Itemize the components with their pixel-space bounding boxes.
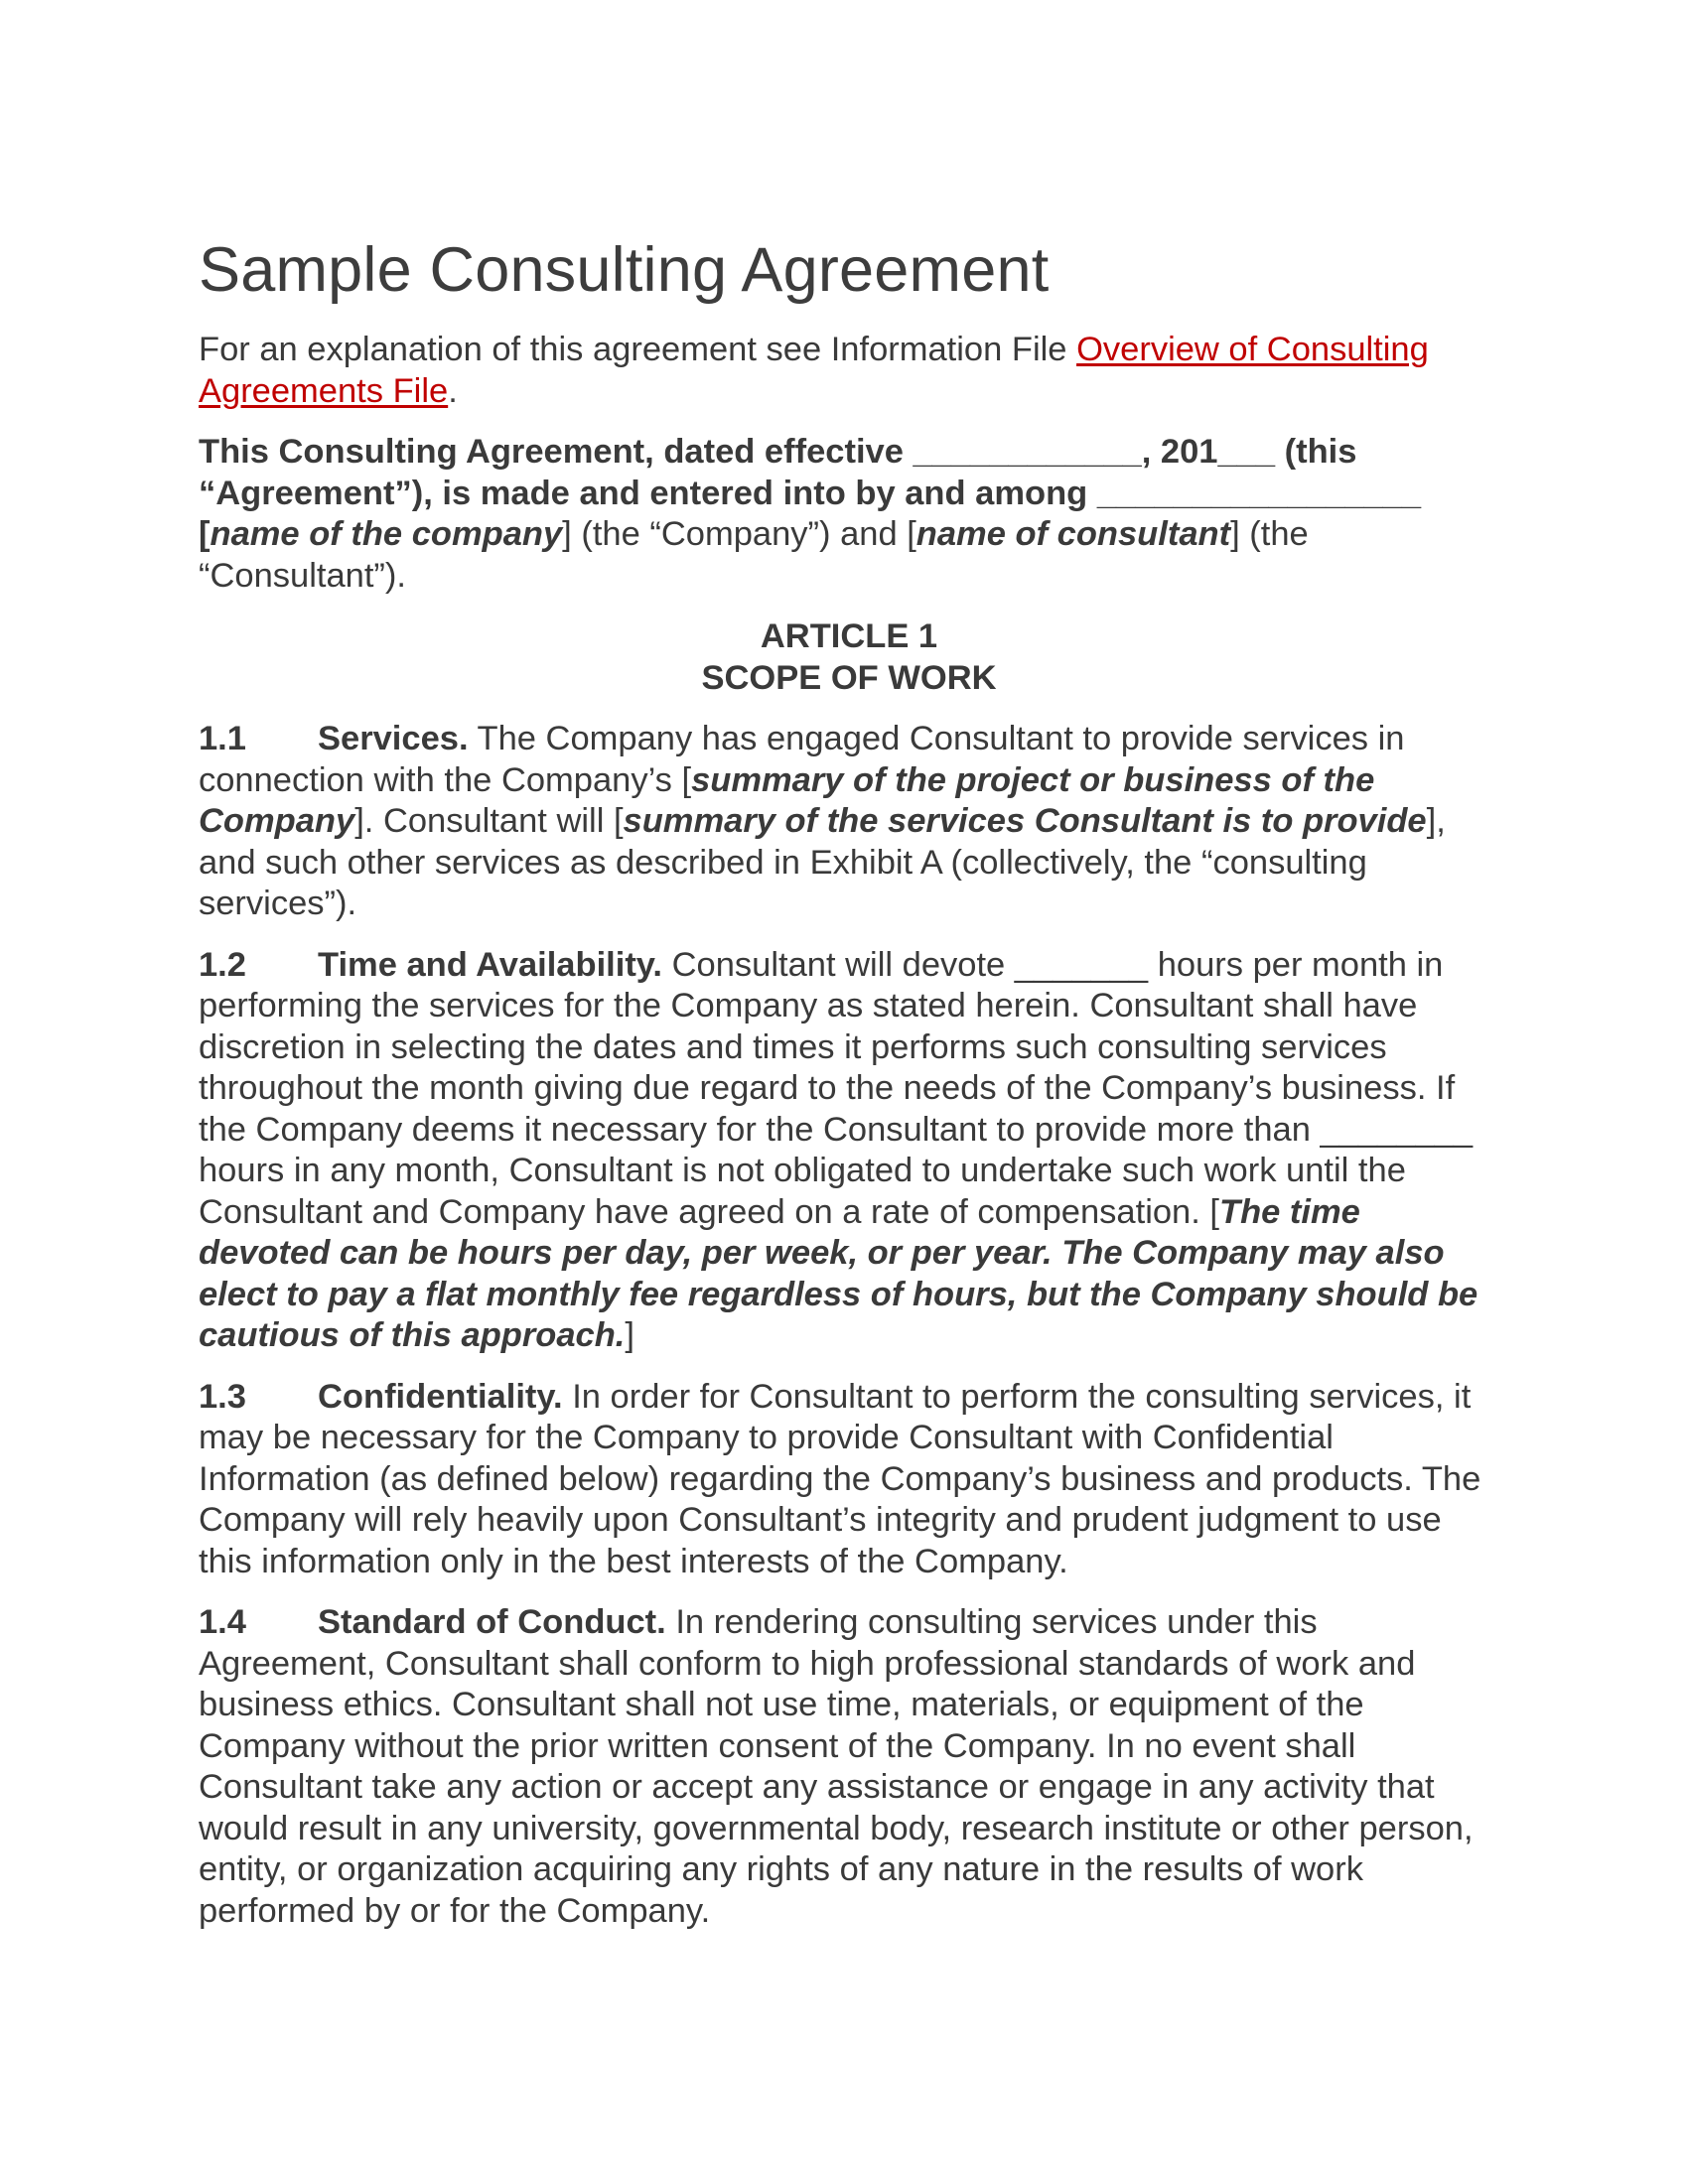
company-placeholder: name of the company [210, 515, 563, 554]
intro-paragraph [199, 330, 1499, 412]
consultant-placeholder: name of consultant [915, 515, 1231, 554]
parties-paragraph [199, 432, 1499, 597]
section-text: In rendering consulting services under this Agreement, Consultant shall conform to high professional standards of work and business ethics. Consultant shall not use time, materials, or equipment of the Company without the prior written consent of the Company. In no event shall Consultant take any action or accept any assistance or engage in any activity that would result in any university, governmental body, research institute or other person, entity, or organization acquiring any rights of any nature in the results of work performed by or for the Company. [199, 1603, 1474, 1930]
intro-period: . [448, 371, 458, 410]
services-summary-placeholder: summary of the services Consultant is to provide [623, 802, 1427, 841]
section-title: Confidentiality. [318, 1377, 563, 1416]
document-title: Sample Consulting Agreement [199, 235, 1050, 305]
time-devoted-note: The time devoted can be hours per day, per week, or per year. The Company may also elect to pay a flat monthly fee regardless of hours, but the Company should be cautious of this approach. [199, 1192, 1478, 1355]
section-number: 1.1 [199, 720, 246, 758]
section-1-2 [199, 945, 1499, 1357]
section-text: ]. Consultant will [ [354, 802, 624, 841]
project-summary-placeholder: summary of the project or business of the Company [199, 760, 1375, 841]
section-1-1 [199, 719, 1499, 925]
parties-lead: This Consulting Agreement, dated effective ____________, 201___ (this “Agreement”), is made and entered into by and among _________________ [ [199, 433, 1421, 554]
section-text: The Company has engaged Consultant to provide services in connection with the Company’s [ [199, 720, 1405, 799]
parties-end: ] (the “Consultant”). [199, 515, 1309, 595]
section-number: 1.2 [199, 945, 246, 984]
section-title: Standard of Conduct. [318, 1603, 666, 1642]
article-heading [199, 616, 1499, 699]
article-title: SCOPE OF WORK [701, 658, 997, 697]
section-text: In order for Consultant to perform the consulting services, it may be necessary for the Company to provide Consultant with Confidential Information (as defined below) regarding the Company’s business and products. The Company will rely heavily upon Consultant’s integrity and prudent judgment to use this information only in the best interests of the Company. [199, 1377, 1481, 1580]
section-number: 1.4 [199, 1603, 246, 1642]
section-text: Consultant will devote _______ hours per month in performing the services for the Company as stated herein. Consultant shall have discretion in selecting the dates and times it performs such consulting services throughout the month giving due regard to the needs of the Company’s business. If the Company deems it necessary for the Consultant to provide more than ________ hours in any month, Consultant is not obligated to undertake such work until the Consultant and Company have agreed on a rate of compensation. [ [199, 945, 1474, 1231]
intro-text: For an explanation of this agreement see Information File [199, 331, 1077, 369]
section-1-3 [199, 1377, 1499, 1583]
section-text: ], and such other services as described in Exhibit A (collectively, the “consulting services”). [199, 802, 1446, 923]
section-number: 1.3 [199, 1377, 246, 1416]
section-title: Services. [318, 720, 469, 758]
document-page [199, 234, 1499, 1932]
section-text: ] [625, 1316, 634, 1355]
overview-link[interactable]: Overview of Consulting Agreements File [199, 331, 1429, 410]
section-1-4 [199, 1602, 1499, 1932]
section-title: Time and Availability. [318, 945, 663, 984]
parties-mid: ] (the “Company”) and [ [562, 515, 916, 554]
article-number: ARTICLE 1 [760, 617, 938, 656]
